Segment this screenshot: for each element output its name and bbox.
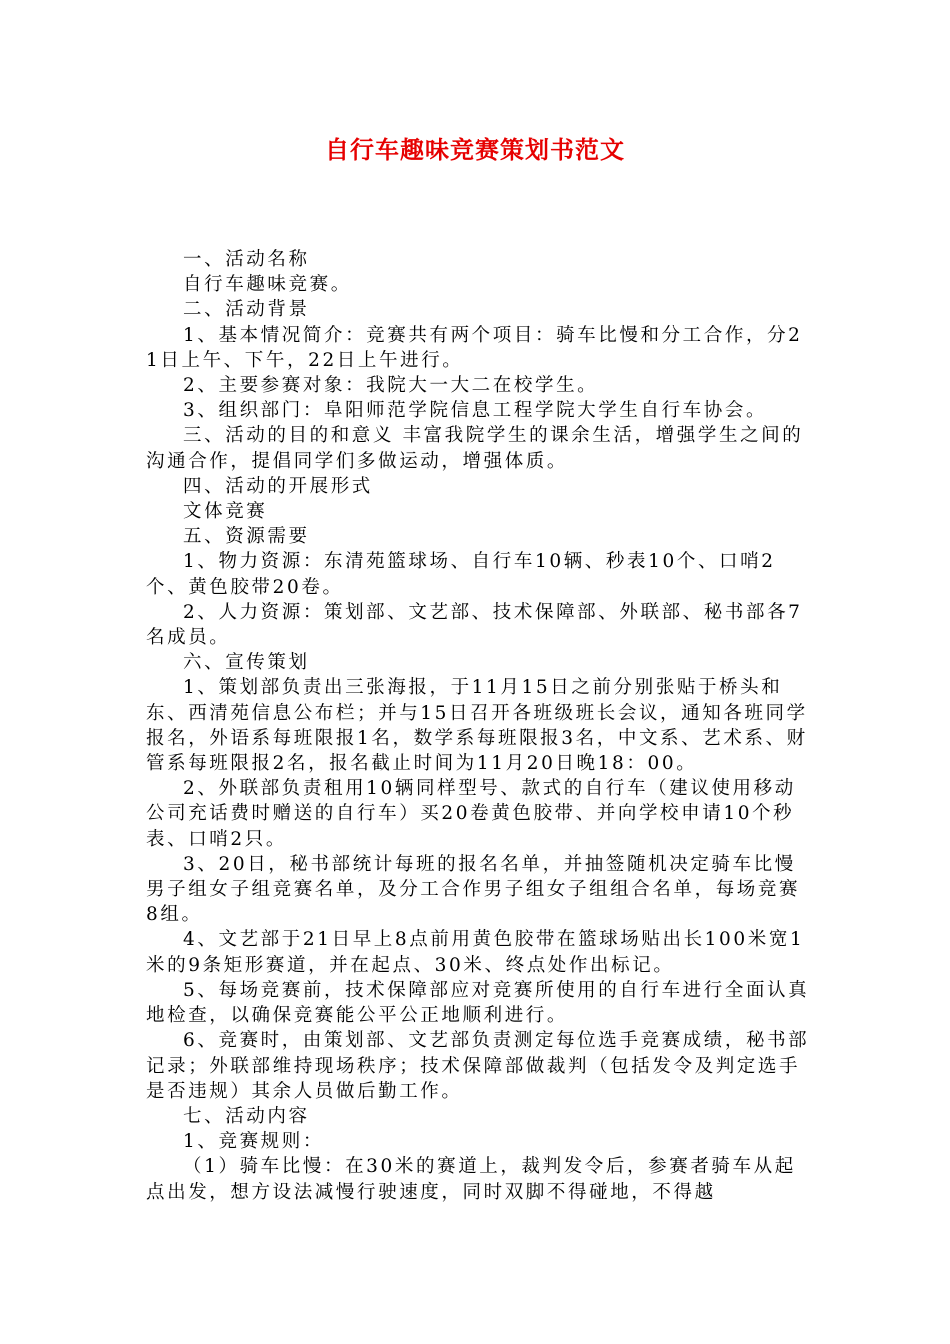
paragraph-publicity-4: 4、文艺部于21日早上8点前用黄色胶带在篮球场贴出长100米宽1米的9条矩形赛道，并在起点、30米、终点处作出标记。	[146, 929, 805, 976]
paragraph-publicity-5: 5、每场竞赛前，技术保障部应对竞赛所使用的自行车进行全面认真地检查，以确保竞赛能公平公正地顺利进行。	[146, 979, 810, 1027]
document-title: 自行车趣味竞赛策划书范文	[325, 136, 625, 164]
paragraph-basic-info: 1、基本情况简介：竞赛共有两个项目：骑车比慢和分工合作，分21日上午、下午，22日上午进行。	[146, 324, 803, 371]
paragraph-activity-name: 自行车趣味竞赛。	[183, 274, 352, 296]
paragraph-organizer: 3、组织部门：阜阳师范学院信息工程学院大学生自行车协会。	[183, 400, 768, 422]
paragraph-participants: 2、主要参赛对象：我院大一大二在校学生。	[183, 375, 599, 397]
heading-activity-content: 七、活动内容	[183, 1105, 310, 1127]
paragraph-human-resources: 2、人力资源：策划部、文艺部、技术保障部、外联部、秘书部各7名成员。	[146, 601, 803, 649]
heading-activity-background: 二、活动背景	[183, 299, 310, 321]
paragraph-publicity-1: 1、策划部负责出三张海报，于11月15日之前分别张贴于桥头和东、西清苑信息公布栏；并与15日召开各班级班长会议，通知各班同学报名，外语系每班限报1名，数学系每班限报3名，中文系、艺术系、财管系每班限报2名，报名截止时间为11月20日晚18：00。	[146, 677, 808, 775]
paragraph-competition-rules: 1、竞赛规则：	[183, 1131, 324, 1153]
heading-resources: 五、资源需要	[183, 526, 310, 548]
paragraph-publicity-6: 6、竞赛时，由策划部、文艺部负责测定每位选手竞赛成绩，秘书部记录；外联部维持现场秩序；技术保障部做裁判（包括发令及判定选手是否违规）其余人员做后勤工作。	[146, 1030, 810, 1102]
paragraph-material-resources: 1、物力资源：东清苑篮球场、自行车10辆、秒表10个、口哨2个、黄色胶带20卷。	[146, 551, 776, 598]
paragraph-slow-riding-rule: （1）骑车比慢：在30米的赛道上，裁判发令后，参赛者骑车从起点出发，想方设法减慢行驶速度，同时双脚不得碰地，不得越	[146, 1156, 796, 1203]
paragraph-purpose: 三、活动的目的和意义 丰富我院学生的课余生活，增强学生之间的沟通合作，提倡同学们多做运动，增强体质。	[146, 425, 804, 472]
paragraph-publicity-2: 2、外联部负责租用10辆同样型号、款式的自行车（建议使用移动公司充话费时赠送的自行车）买20卷黄色胶带、并向学校申请10个秒表、口哨2只。	[146, 778, 796, 850]
paragraph-publicity-3: 3、20日，秘书部统计每班的报名名单，并抽签随机决定骑车比慢男子组女子组竞赛名单，及分工合作男子组女子组组合名单，每场竞赛8组。	[146, 853, 801, 926]
heading-publicity: 六、宣传策划	[183, 652, 310, 674]
document-body	[146, 247, 810, 1205]
paragraph-activity-form: 文体竞赛	[183, 501, 268, 523]
heading-activity-name: 一、活动名称	[183, 249, 310, 270]
heading-activity-form: 四、活动的开展形式	[183, 475, 373, 497]
